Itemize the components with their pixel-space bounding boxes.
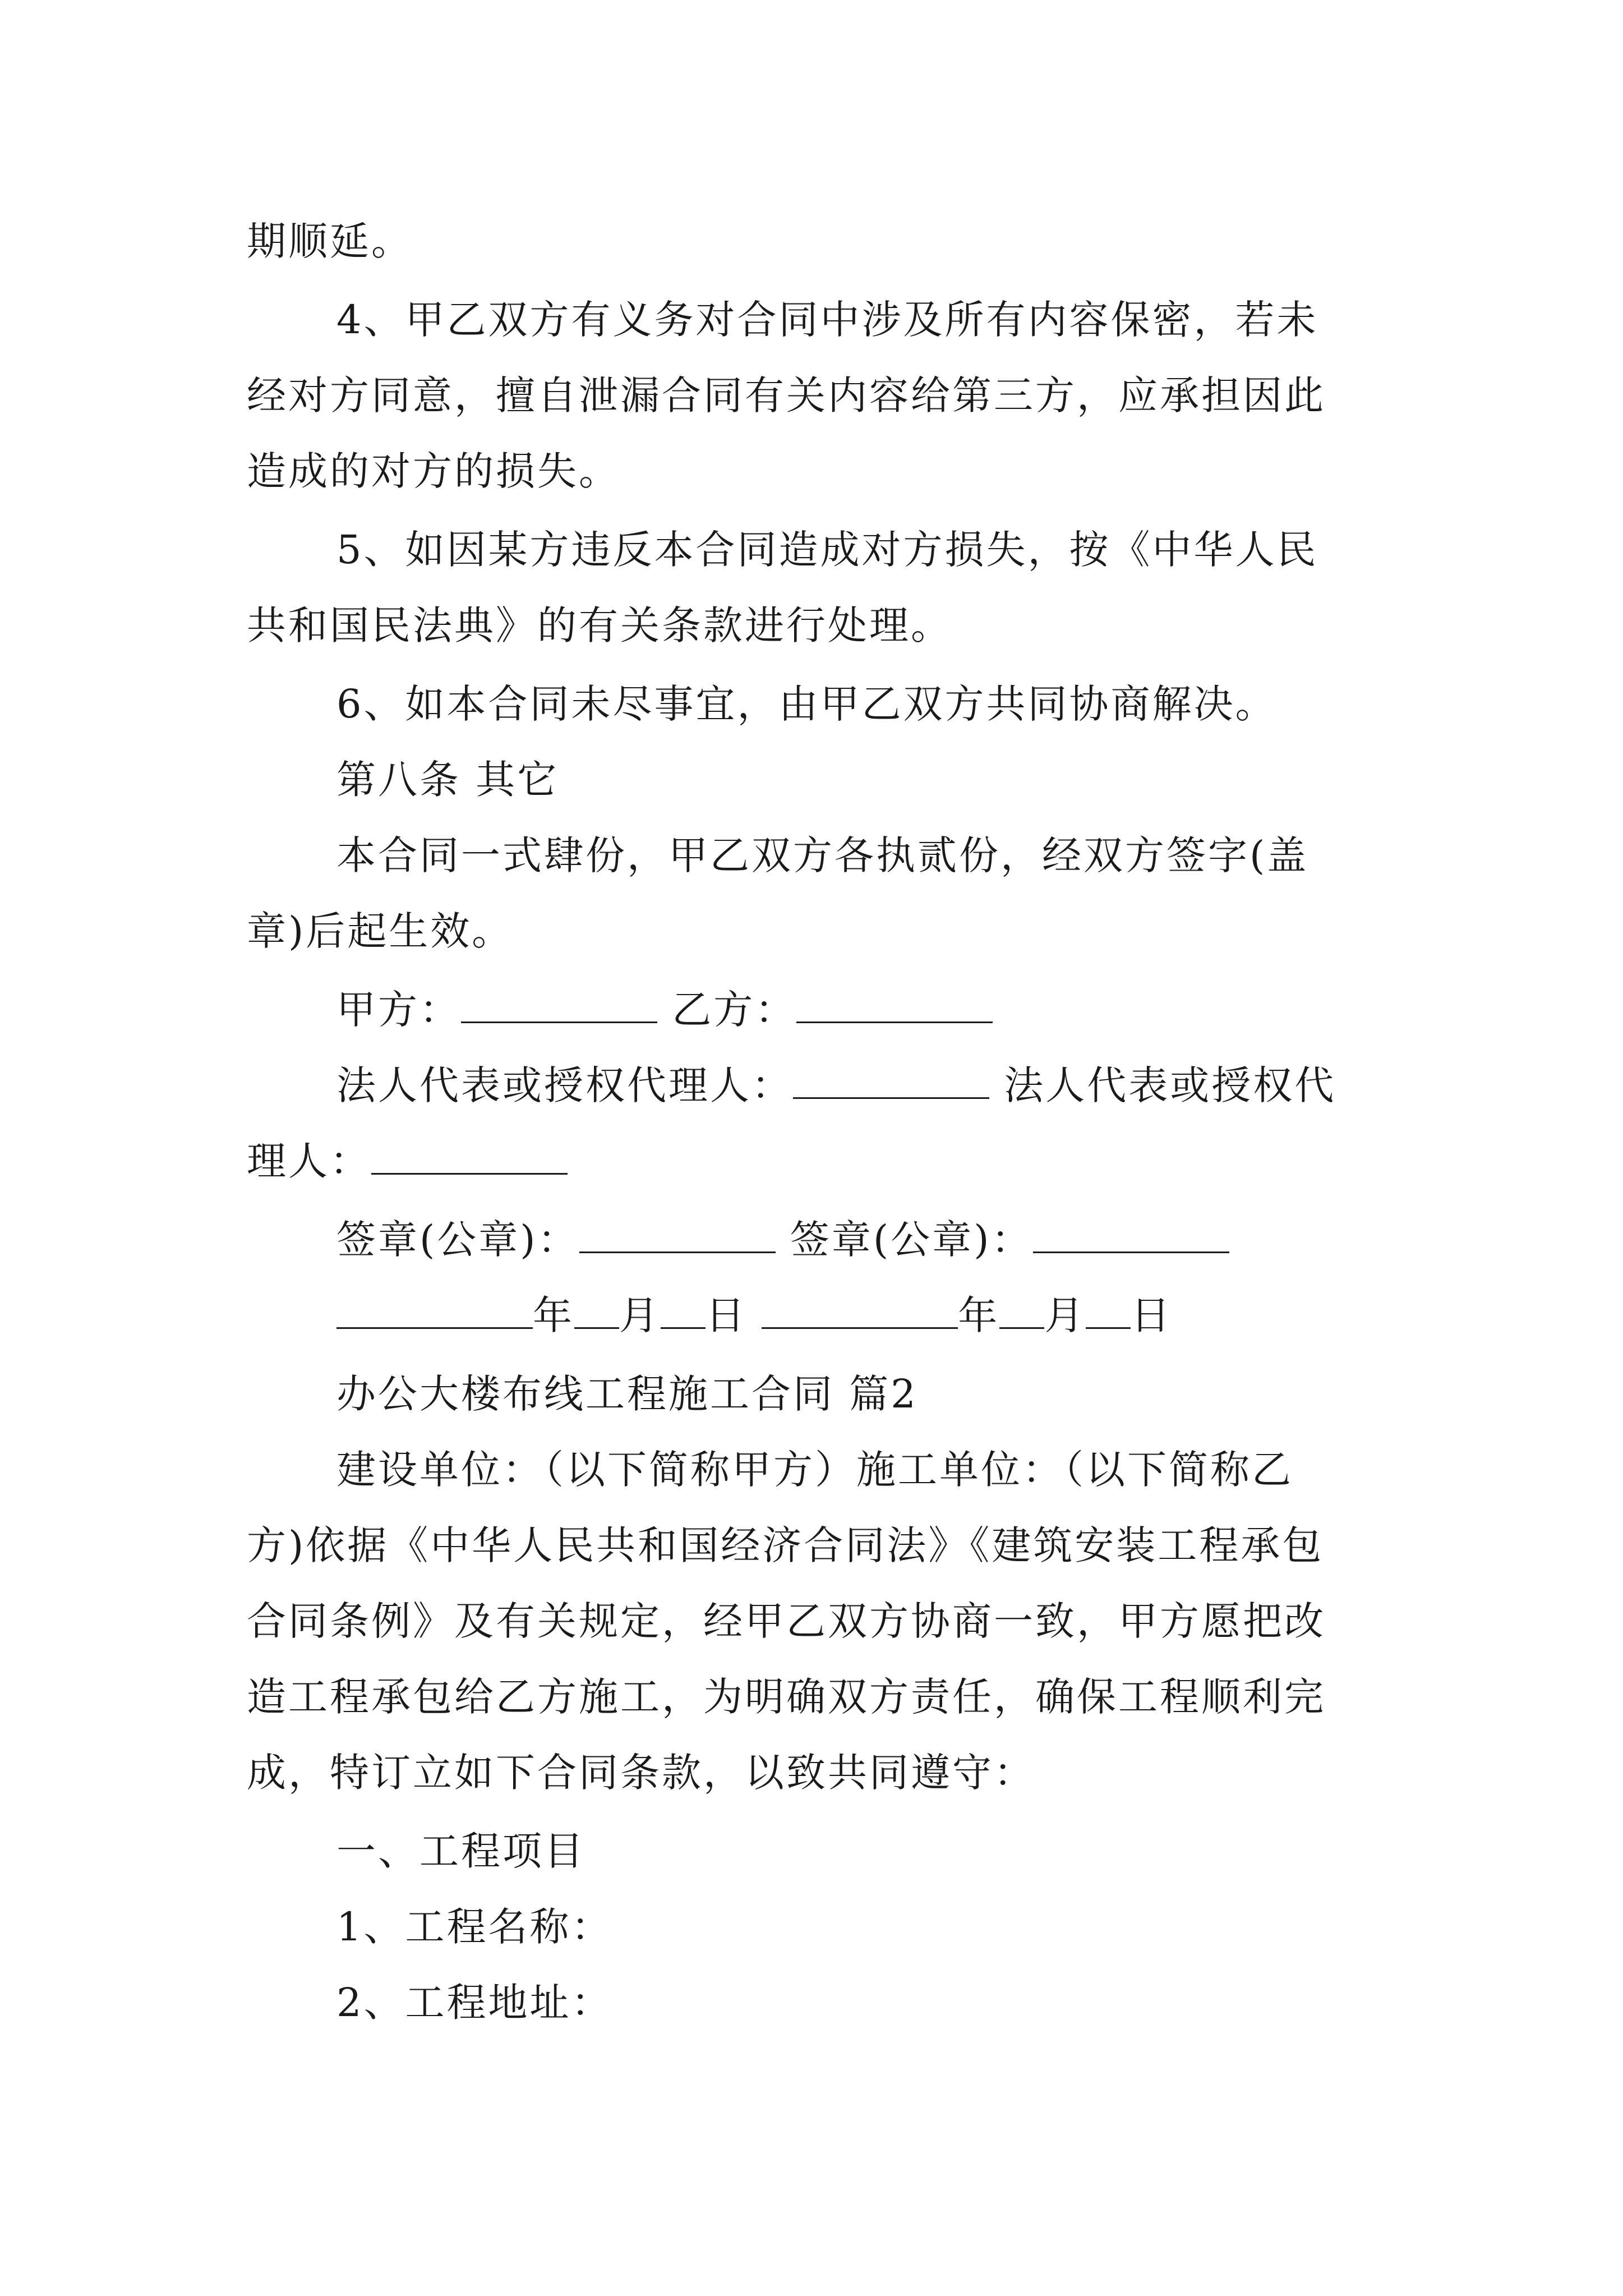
rep-b-blank — [371, 1134, 568, 1175]
date-a-day-blank — [661, 1288, 706, 1329]
party-a-label: 甲方： — [336, 987, 461, 1033]
intro-line-4: 造工程承包给乙方施工，为明确双方责任，确保工程顺利完 — [247, 1674, 1326, 1720]
clause-6-line: 6、如本合同未尽事宜，由甲乙双方共同协商解决。 — [336, 681, 1277, 727]
date-line — [336, 1287, 1172, 1343]
date-a-year: 年 — [533, 1292, 574, 1338]
rep-a-label: 法人代表或授权代理人： — [336, 1062, 793, 1108]
intro-line-3: 合同条例》及有关规定，经甲乙双方协商一致，甲方愿把改 — [247, 1598, 1326, 1644]
clause-4-line-3: 造成的对方的损失。 — [247, 448, 620, 494]
rep-a-blank — [793, 1058, 989, 1099]
seal-b-blank — [1033, 1212, 1229, 1253]
article-8-line-2: 章)后起生效。 — [247, 908, 514, 954]
seal-a-label: 签章(公章)： — [336, 1217, 579, 1263]
intro-line-5: 成，特订立如下合同条款，以致共同遵守： — [247, 1750, 1035, 1796]
clause-4-line-2: 经对方同意，擅自泄漏合同有关内容给第三方，应承担因此 — [247, 372, 1326, 418]
date-b-day: 日 — [1131, 1292, 1173, 1338]
article-8-line-1: 本合同一式肆份，甲乙双方各执贰份，经双方签字(盖 — [336, 832, 1309, 878]
section-title: 办公大楼布线工程施工合同 篇2 — [336, 1371, 918, 1417]
seal-b-label: 签章(公章)： — [790, 1217, 1033, 1263]
intro-line-1: 建设单位：（以下简称甲方）施工单位：（以下简称乙 — [336, 1447, 1293, 1493]
project-heading: 一、工程项目 — [336, 1828, 585, 1874]
representative-line-2 — [247, 1133, 568, 1189]
article-8-heading: 第八条 其它 — [336, 757, 559, 803]
date-b-month-blank — [999, 1288, 1044, 1329]
party-b-blank — [796, 982, 993, 1023]
date-b-year: 年 — [958, 1292, 1000, 1338]
date-a-year-blank — [336, 1288, 533, 1329]
clause-4-line-1: 4、甲乙双方有义务对合同中涉及所有内容保密，若未 — [336, 297, 1318, 343]
seal-a-blank — [579, 1212, 776, 1253]
date-b-year-blank — [762, 1288, 958, 1329]
seal-line — [336, 1212, 1229, 1268]
representative-line-1 — [336, 1057, 1336, 1114]
date-b-month: 月 — [1044, 1292, 1086, 1338]
date-b-day-blank — [1086, 1288, 1131, 1329]
project-name-line: 1、工程名称： — [336, 1904, 613, 1950]
party-a-blank — [461, 982, 657, 1023]
party-signature-line — [336, 982, 993, 1038]
rep-b-label-part2: 理人： — [247, 1138, 371, 1184]
date-a-month: 月 — [619, 1292, 661, 1338]
date-a-day: 日 — [706, 1292, 747, 1338]
clause-5-line-1: 5、如因某方违反本合同造成对方损失，按《中华人民 — [336, 527, 1318, 573]
clause-5-line-2: 共和国民法典》的有关条款进行处理。 — [247, 602, 952, 648]
paragraph-line: 期顺延。 — [247, 218, 413, 264]
intro-line-2: 方)依据《中华人民共和国经济合同法》《建筑安装工程承包 — [247, 1522, 1324, 1568]
date-a-month-blank — [574, 1288, 619, 1329]
party-b-label: 乙方： — [672, 987, 797, 1033]
rep-b-label-part1: 法人代表或授权代 — [1004, 1062, 1336, 1108]
project-address-line: 2、工程地址： — [336, 1980, 613, 2026]
